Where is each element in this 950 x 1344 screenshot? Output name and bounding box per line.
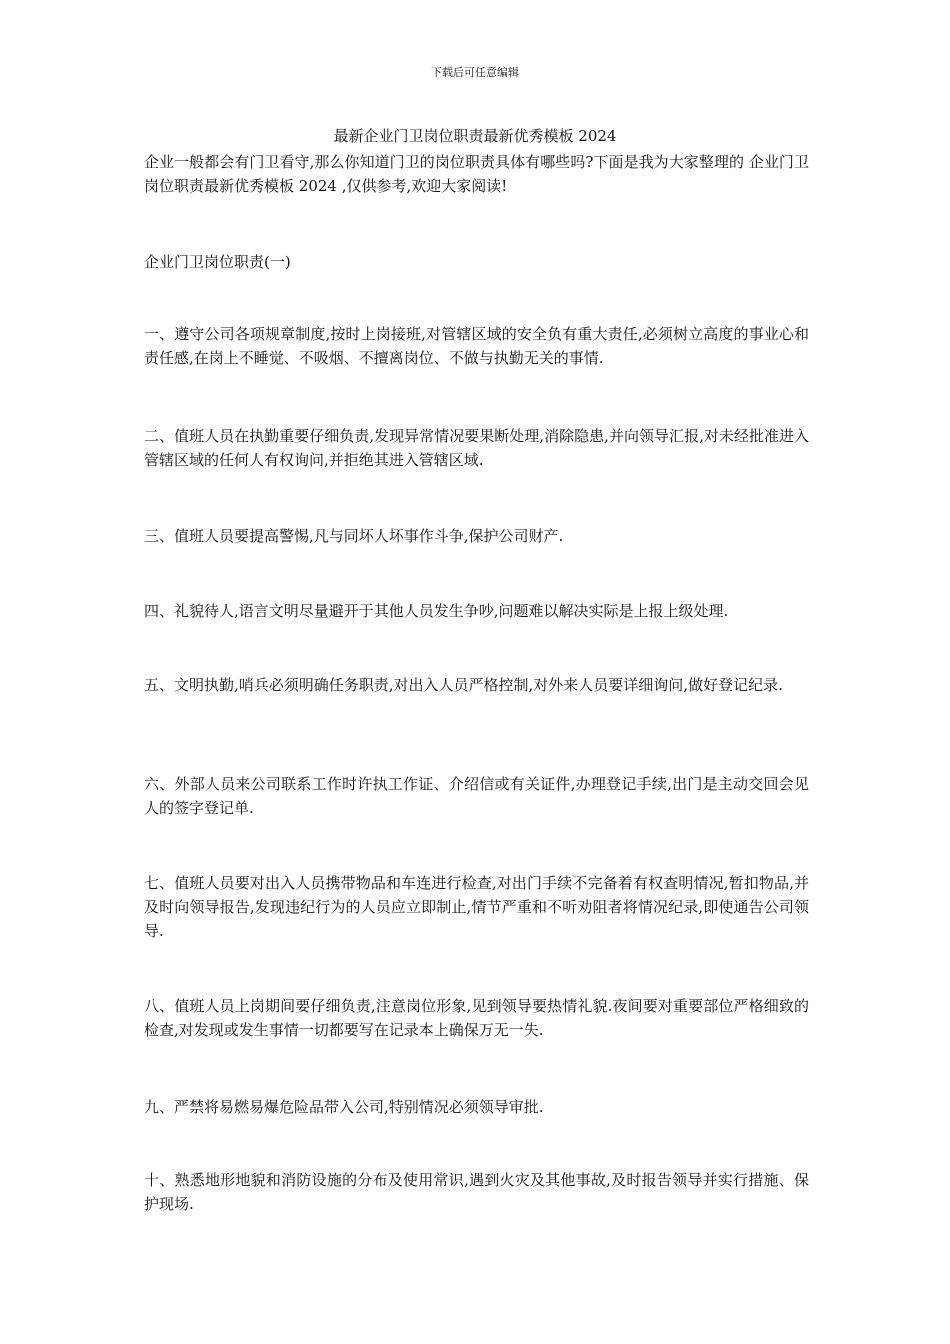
intro-text: 企业一般都会有门卫看守,那么你知道门卫的岗位职责具体有哪些吗?下面是我为大家整理的 企业门卫岗位职责最新优秀模板 2024 ,仅供参考,欢迎大家阅读!: [144, 153, 809, 195]
section-heading-text: 企业门卫岗位职责(一): [144, 253, 291, 271]
duty-item-8: 八、值班人员上岗期间要仔细负责,注意岗位形象,见到领导要热情礼貌.夜间要对重要部位严格细致的检查,对发现或发生事情一切都要写在记录本上确保万无一失.: [144, 997, 809, 1039]
duty-item-7: 七、值班人员要对出入人员携带物品和车连进行检查,对出门手续不完备着有权查明情况,暂扣物品,并及时向领导报告,发现违纪行为的人员应立即制止,情节严重和不听劝阻者将情况纪录,即使通告公司领导.: [144, 874, 809, 940]
document-title: 最新企业门卫岗位职责最新优秀模板 2024: [333, 127, 617, 145]
duty-item-2: 二、值班人员在执勤重要仔细负责,发现异常情况要果断处理,消除隐患,并向领导汇报,对未经批准进入管辖区域的任何人有权询问,并拒绝其进入管辖区域.: [144, 427, 809, 469]
duty-item-1: 一、遵守公司各项规章制度,按时上岗接班,对管辖区域的安全负有重大责任,必须树立高度的事业心和责任感,在岗上不睡觉、不吸烟、不擅离岗位、不做与执勤无关的事情.: [144, 325, 809, 367]
duty-item-6: 六、外部人员来公司联系工作时许执工作证、介绍信或有关证件,办理登记手续,出门是主动交回会见人的签字登记单.: [144, 775, 809, 817]
duty-item-9: 九、严禁将易燃易爆危险品带入公司,特别情况必须领导审批.: [144, 1098, 544, 1116]
section-heading: [144, 250, 809, 274]
intro-paragraph: [144, 150, 809, 198]
duty-item-10: 十、熟悉地形地貌和消防设施的分布及使用常识,遇到火灾及其他事故,及时报告领导并实行措施、保护现场.: [144, 1171, 809, 1213]
duty-item-4: 四、礼貌待人,语言文明尽量避开于其他人员发生争吵,问题难以解决实际是上报上级处理.: [144, 602, 729, 620]
duty-item-3: 三、值班人员要提高警惕,凡与同坏人坏事作斗争,保护公司财产.: [144, 527, 564, 545]
duty-item-5: 五、文明执勤,哨兵必须明确任务职责,对出入人员严格控制,对外来人员要详细询问,做好登记纪录.: [144, 676, 783, 694]
header-note: 下载后可任意编辑: [431, 66, 519, 79]
